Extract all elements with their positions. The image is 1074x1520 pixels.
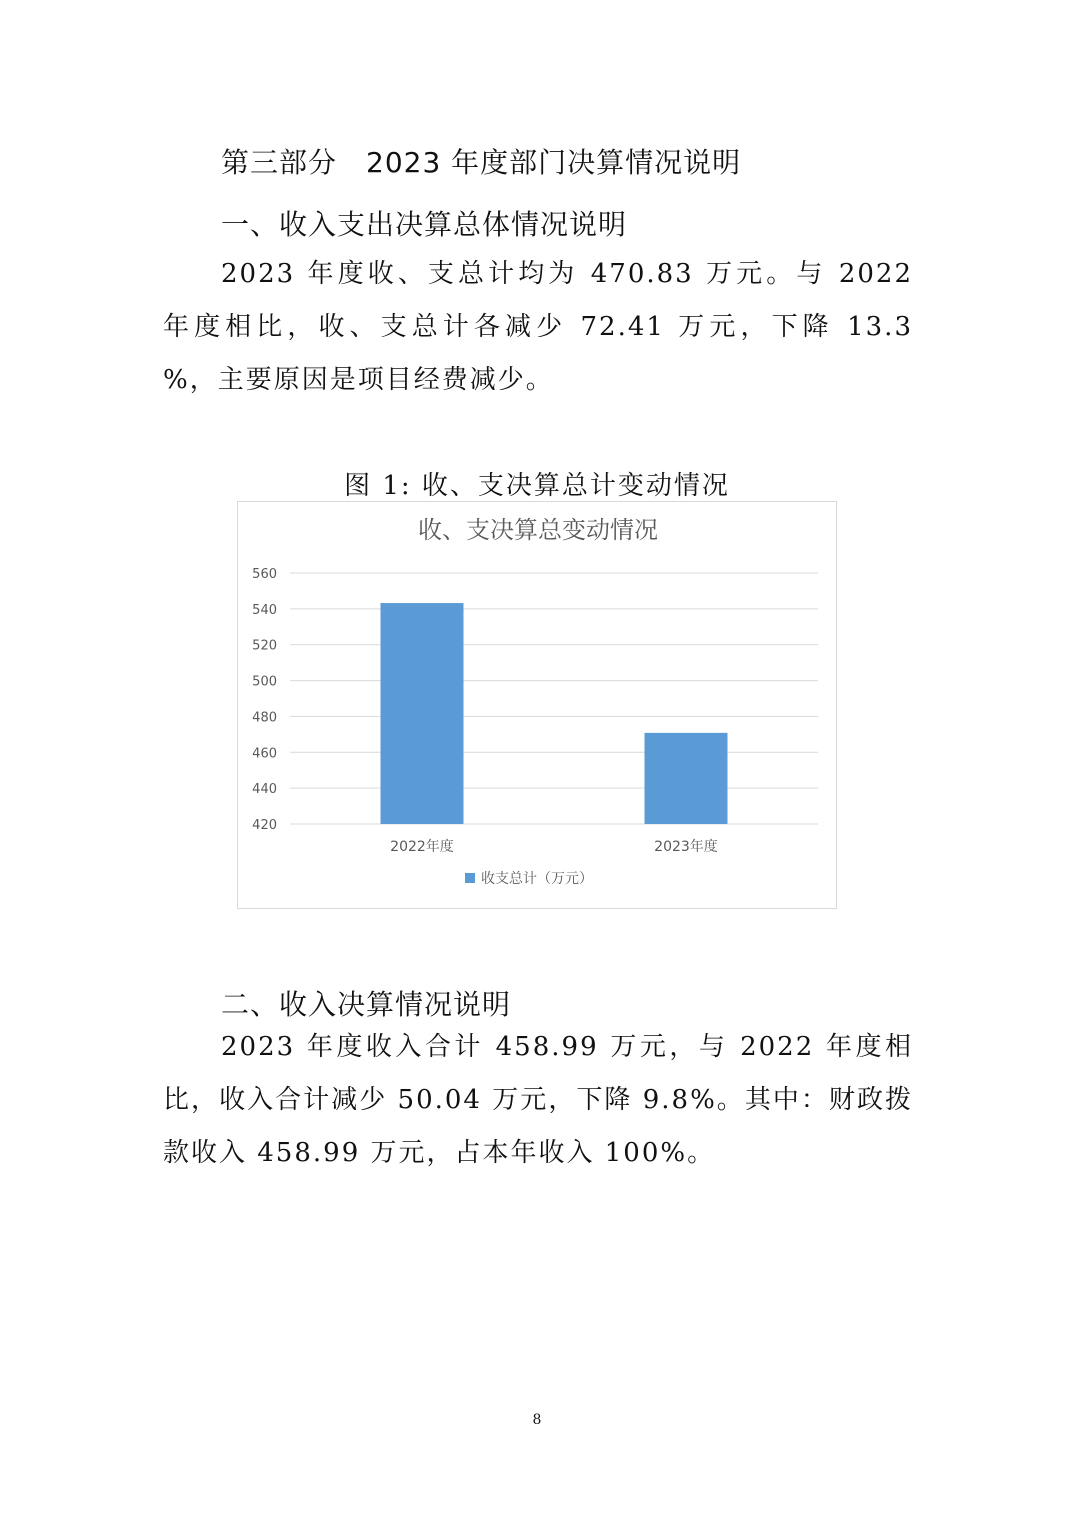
x-category-label-2: 2023年度 bbox=[654, 839, 718, 855]
bar-1 bbox=[381, 603, 464, 824]
x-category-label-1: 2022年度 bbox=[390, 839, 454, 855]
chart-canvas bbox=[238, 502, 838, 910]
figure-caption: 图 1: 收、支决算总计变动情况 bbox=[344, 471, 730, 501]
bar-chart bbox=[237, 501, 837, 909]
y-tick-label-560: 560 bbox=[252, 567, 277, 582]
legend-swatch bbox=[465, 873, 475, 883]
y-tick-label-440: 440 bbox=[252, 782, 277, 798]
chart-title: 收、支决算总变动情况 bbox=[418, 516, 658, 544]
part-title: 第三部分 2023 年度部门决算情况说明 bbox=[221, 146, 742, 179]
y-tick-label-460: 460 bbox=[252, 746, 277, 762]
section-1-paragraph: 2023 年度收、支总计均为 470.83 万元。与 2022 年度相比，收、支总计各减少 72.41 万元，下降 13.3 %，主要原因是项目经费减少。 bbox=[163, 259, 913, 395]
bar-2 bbox=[645, 733, 728, 824]
page-number: 8 bbox=[532, 1412, 542, 1428]
y-tick-label-500: 500 bbox=[252, 674, 277, 690]
section-2-paragraph: 2023 年度收入合计 458.99 万元，与 2022 年度相比，收入合计减少 50.04 万元，下降 9.8%。其中：财政拨款收入 458.99 万元，占本年收入 100%。 bbox=[163, 1032, 913, 1168]
section-1-heading: 一、收入支出决算总体情况说明 bbox=[221, 208, 628, 241]
y-tick-label-520: 520 bbox=[252, 638, 277, 654]
legend-label: 收支总计（万元） bbox=[481, 871, 593, 887]
y-tick-label-420: 420 bbox=[252, 818, 277, 833]
y-tick-label-480: 480 bbox=[252, 710, 277, 726]
section-2-heading: 二、收入决算情况说明 bbox=[221, 988, 512, 1021]
y-tick-label-540: 540 bbox=[252, 602, 277, 618]
